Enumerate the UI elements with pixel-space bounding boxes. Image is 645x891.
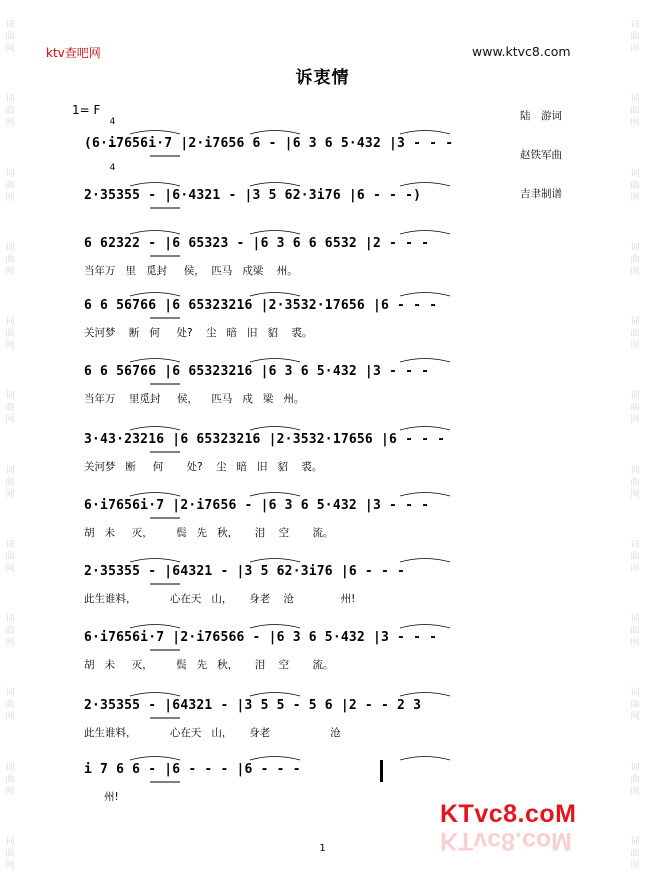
- watermark-char: 曲: [5, 403, 15, 414]
- site-name-left: ktv查吧网: [46, 46, 101, 60]
- watermark-char: 词: [630, 317, 640, 328]
- stave-lyrics: 关河梦 断 何 处? 尘 暗 旧 貂 裘。: [84, 461, 323, 473]
- slur-arc: [250, 693, 300, 697]
- watermark-char: 网: [5, 563, 15, 574]
- watermark-char: 曲: [5, 626, 15, 637]
- slur-arc: [250, 293, 300, 297]
- slur-arc: [250, 559, 300, 563]
- watermark-char: 曲: [5, 254, 15, 265]
- watermark-char: 词: [630, 614, 640, 625]
- watermark-char: 词: [5, 836, 15, 847]
- watermark-char: 网: [630, 860, 640, 871]
- watermark-char: 网: [630, 118, 640, 129]
- watermark-char: 词: [5, 614, 15, 625]
- key-signature: 1= F: [72, 103, 101, 117]
- watermark-char: 曲: [630, 626, 640, 637]
- watermark-char: 网: [630, 341, 640, 352]
- watermark-char: 网: [5, 786, 15, 797]
- slur-arc: [130, 757, 180, 761]
- slur-arc: [130, 183, 180, 187]
- watermark-char: 网: [5, 118, 15, 129]
- stave-notes: 6 62322 - |6 65323 - |6 3 6 6 6532 |2 - - -: [84, 236, 430, 251]
- slur-arc: [130, 131, 180, 135]
- slur-arc: [250, 427, 300, 431]
- watermark-char: 曲: [630, 180, 640, 191]
- watermark-char: 词: [630, 20, 640, 31]
- watermark-char: 词: [5, 20, 15, 31]
- slur-arc: [130, 293, 180, 297]
- watermark-char: 词: [5, 465, 15, 476]
- watermark-char: 词: [5, 317, 15, 328]
- watermark-char: 词: [630, 836, 640, 847]
- stave-notes: 2·35355 - |6·4321 - |3 5 62·3i76 |6 - - -): [84, 188, 422, 203]
- slur-arc: [250, 359, 300, 363]
- watermark-char: 网: [5, 712, 15, 723]
- stave-lyrics: 州!: [84, 791, 119, 803]
- stave-lyrics: 当年万 里 觅封 侯， 匹马 戍梁 州。: [84, 265, 298, 277]
- watermark-char: 词: [630, 688, 640, 699]
- slur-arc: [130, 493, 180, 497]
- watermark-char: 曲: [5, 848, 15, 859]
- watermark-char: 曲: [630, 329, 640, 340]
- slur-arc: [400, 293, 450, 297]
- watermark-char: 网: [630, 415, 640, 426]
- watermark-char: 网: [630, 786, 640, 797]
- watermark-char: 曲: [5, 32, 15, 43]
- watermark-char: 词: [630, 391, 640, 402]
- watermark-char: 网: [630, 712, 640, 723]
- watermark-char: 网: [630, 44, 640, 55]
- slur-arc: [400, 625, 450, 629]
- stave-notes: 2·35355 - |64321 - |3 5 62·3i76 |6 - - -: [84, 564, 406, 579]
- watermark-char: 网: [5, 638, 15, 649]
- watermark-char: 曲: [5, 329, 15, 340]
- watermark-char: 网: [5, 415, 15, 426]
- watermark-char: 曲: [630, 254, 640, 265]
- page-number: 1: [319, 843, 326, 854]
- stave-lyrics: 胡 未 灭， 鬓 先 秋， 泪 空 流。: [84, 527, 334, 539]
- watermark-char: 曲: [630, 477, 640, 488]
- watermark-char: 网: [630, 192, 640, 203]
- watermark-char: 网: [630, 638, 640, 649]
- slur-arc: [130, 625, 180, 629]
- time-signature-top: 4: [109, 117, 116, 127]
- watermark-char: 曲: [630, 774, 640, 785]
- watermark-char: 词: [5, 391, 15, 402]
- slur-arc: [400, 131, 450, 135]
- stave-notes: 6 6 56766 |6 65323216 |2·3532·17656 |6 - - -: [84, 298, 438, 313]
- lyricist-credit: 陆 游词: [520, 110, 562, 122]
- stave-notes: i 7 6 6 - |6 - - - |6 - - -: [84, 762, 301, 777]
- stave-lyrics: 此生谁料， 心在天 山， 身老 沧: [84, 727, 341, 739]
- watermark-char: 词: [5, 688, 15, 699]
- watermark-char: 曲: [630, 551, 640, 562]
- watermark-char: 曲: [5, 551, 15, 562]
- watermark-char: 曲: [630, 700, 640, 711]
- slur-arc: [130, 427, 180, 431]
- slur-arc: [130, 359, 180, 363]
- watermark-char: 词: [630, 762, 640, 773]
- slur-arc: [400, 757, 450, 761]
- stave-notes: 3·43·23216 |6 65323216 |2·3532·17656 |6 - - -: [84, 432, 446, 447]
- slur-arc: [400, 359, 450, 363]
- song-title: 诉衷情: [295, 68, 350, 88]
- watermark-char: 词: [5, 168, 15, 179]
- watermark-char: 曲: [5, 106, 15, 117]
- watermark-char: 网: [5, 489, 15, 500]
- watermark-char: 曲: [630, 848, 640, 859]
- watermark-char: 曲: [5, 700, 15, 711]
- slur-arc: [250, 757, 300, 761]
- time-signature-bottom: 4: [109, 163, 116, 173]
- slur-arc: [400, 559, 450, 563]
- watermark-char: 曲: [630, 32, 640, 43]
- watermark-char: 词: [5, 242, 15, 253]
- watermark-char: 网: [5, 192, 15, 203]
- stave-notes: 2·35355 - |64321 - |3 5 5 - 5 6 |2 - - 2 3: [84, 698, 422, 713]
- slur-arc: [250, 625, 300, 629]
- watermark-char: 词: [630, 539, 640, 550]
- watermark-char: 曲: [5, 180, 15, 191]
- stave-lyrics: 关河梦 断 何 处? 尘 暗 旧 貂 裘。: [84, 327, 313, 339]
- site-url-right: www.ktvc8.com: [472, 44, 571, 59]
- watermark-char: 曲: [630, 403, 640, 414]
- stave-lyrics: 胡 未 灭， 鬓 先 秋， 泪 空 流。: [84, 659, 334, 671]
- watermark-char: 网: [630, 563, 640, 574]
- watermark-char: 词: [5, 762, 15, 773]
- watermark-char: 词: [5, 539, 15, 550]
- final-barline: [380, 760, 383, 782]
- slur-arc: [130, 693, 180, 697]
- slur-arc: [250, 493, 300, 497]
- watermark-char: 词: [630, 168, 640, 179]
- ktvc8-logo: KTvc8.coM: [440, 800, 577, 828]
- watermark-char: 曲: [5, 774, 15, 785]
- slur-arc: [250, 231, 300, 235]
- watermark-char: 词: [630, 242, 640, 253]
- ktvc8-logo-reflection: KTvc8.coM: [440, 827, 572, 855]
- watermark-char: 网: [5, 860, 15, 871]
- watermark-char: 词: [630, 465, 640, 476]
- stave-notes: (6·i7656i·7 |2·i7656 6 - |6 3 6 5·432 |3 - - -: [84, 136, 454, 151]
- stave-notes: 6·i7656i·7 |2·i76566 - |6 3 6 5·432 |3 - - -: [84, 630, 438, 645]
- watermark-char: 网: [630, 266, 640, 277]
- watermark-char: 网: [5, 44, 15, 55]
- slur-arc: [130, 231, 180, 235]
- watermark-char: 网: [5, 341, 15, 352]
- stave-lyrics: 此生谁料， 心在天 山， 身老 沧 州!: [84, 593, 356, 605]
- stave-lyrics: 当年万 里觅封 侯， 匹马 戍 梁 州。: [84, 393, 305, 405]
- slur-arc: [400, 231, 450, 235]
- slur-arc: [250, 183, 300, 187]
- composer-credit: 赵铁军曲: [520, 149, 562, 161]
- slur-arc: [250, 131, 300, 135]
- watermark-char: 词: [5, 94, 15, 105]
- slur-arc: [400, 183, 450, 187]
- watermark-char: 词: [630, 94, 640, 105]
- stave-notes: 6·i7656i·7 |2·i7656 - |6 3 6 5·432 |3 - - -: [84, 498, 430, 513]
- slur-arc: [400, 693, 450, 697]
- transcriber-credit: 吉聿制谱: [520, 188, 562, 200]
- slur-arc: [130, 559, 180, 563]
- slur-arc: [400, 427, 450, 431]
- watermark-char: 曲: [5, 477, 15, 488]
- stave-notes: 6 6 56766 |6 65323216 |6 3 6 5·432 |3 - - -: [84, 364, 430, 379]
- watermark-char: 网: [5, 266, 15, 277]
- watermark-char: 网: [630, 489, 640, 500]
- watermark-char: 曲: [630, 106, 640, 117]
- slur-arc: [400, 493, 450, 497]
